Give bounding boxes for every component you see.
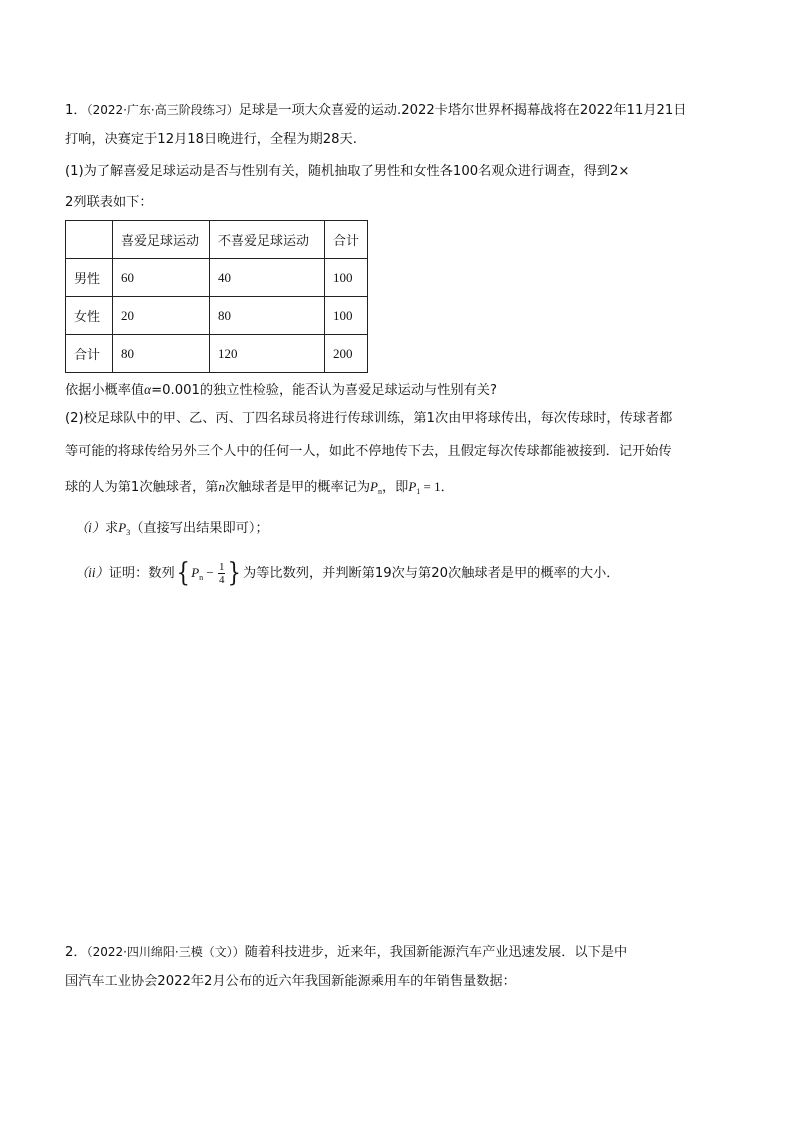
question-2-line-1	[65, 943, 627, 962]
variable-P-1: $P_1$	[408, 479, 421, 496]
question-number: 1．	[65, 103, 87, 118]
question-text: 足球是一项大众喜爱的运动.2022卡塔尔世界杯揭幕战将在2022年11月21日	[238, 103, 687, 118]
alpha-symbol: α	[144, 382, 152, 397]
question-number: 2．	[65, 945, 87, 960]
table-cell: 40	[210, 259, 325, 297]
fraction: $\frac{1}{4}$	[218, 560, 225, 586]
table-row	[66, 297, 368, 335]
sub-question-label: （i）	[75, 520, 106, 535]
table-cell	[66, 221, 113, 259]
row-label: 合计	[66, 335, 113, 373]
table-header-cell: 喜爱足球运动	[113, 221, 210, 259]
table-header-row	[66, 221, 368, 259]
table-cell: 120	[210, 335, 325, 373]
part-2-line-3: 球的人为第1次触球者，第n次触球者是甲的概率记为$P_n$，即$P_1 = 1$．	[65, 479, 454, 496]
table-cell: 200	[325, 335, 368, 373]
sub-question-ii: （ii）证明：数列{ $P_n$ − $\frac{1}{4}$ } 为等比数列，并判断第19次与第20次触球者是甲的概率的大小．	[75, 558, 620, 588]
row-label: 女性	[66, 297, 113, 335]
question-2-line-2: 国汽车工业协会2022年2月公布的近六年我国新能源乘用车的年销售量数据：	[65, 974, 516, 989]
part-2-line-1: (2)校足球队中的甲、乙、丙、丁四名球员将进行传球训练，第1次由甲将球传出，每次传球时，传球者都	[65, 411, 673, 426]
table-row	[66, 259, 368, 297]
question-source: （2022·四川绵阳·三模（文））	[86, 945, 245, 959]
table-cell: 20	[113, 297, 210, 335]
sub-question-label: （ii）	[75, 565, 109, 580]
part-1-line-1: (1)为了解喜爱足球运动是否与性别有关，随机抽取了男性和女性各100名观众进行调查，得到2×	[65, 164, 630, 179]
question-source: （2022·广东·高三阶段练习）	[86, 103, 239, 117]
table-header-cell: 合计	[325, 221, 368, 259]
equals-one: = 1	[420, 479, 441, 494]
question-1-line-2: 打响，决赛定于12月18日晚进行，全程为期28天.	[65, 132, 357, 147]
variable-P-3: $P_3$	[118, 520, 131, 537]
question-1-line-1	[65, 101, 687, 120]
part-1-line-2: 2列联表如下：	[65, 195, 153, 210]
part-2-line-2: 等可能的将球传给另外三个人中的任何一人，如此不停地传下去，且假定每次传球都能被接到．记开始传	[65, 444, 672, 459]
contingency-table	[65, 220, 368, 373]
variable-n: n	[218, 479, 225, 494]
table-cell: 100	[325, 297, 368, 335]
independence-test-question: 依据小概率值α=0.001的独立性检验，能否认为喜爱足球运动与性别有关?	[65, 382, 497, 398]
table-cell: 60	[113, 259, 210, 297]
table-header-cell: 不喜爱足球运动	[210, 221, 325, 259]
left-brace-icon: {	[176, 558, 190, 588]
row-label: 男性	[66, 259, 113, 297]
right-brace-icon: }	[228, 558, 242, 588]
variable-P-n: $P_n$	[370, 479, 382, 496]
table-row	[66, 335, 368, 373]
table-cell: 100	[325, 259, 368, 297]
table-cell: 80	[210, 297, 325, 335]
table-cell: 80	[113, 335, 210, 373]
sub-question-i: （i）求$P_3$（直接写出结果即可）；	[75, 520, 269, 537]
question-text: 随着科技进步，近来年，我国新能源汽车产业迅速发展．以下是中	[244, 945, 628, 960]
